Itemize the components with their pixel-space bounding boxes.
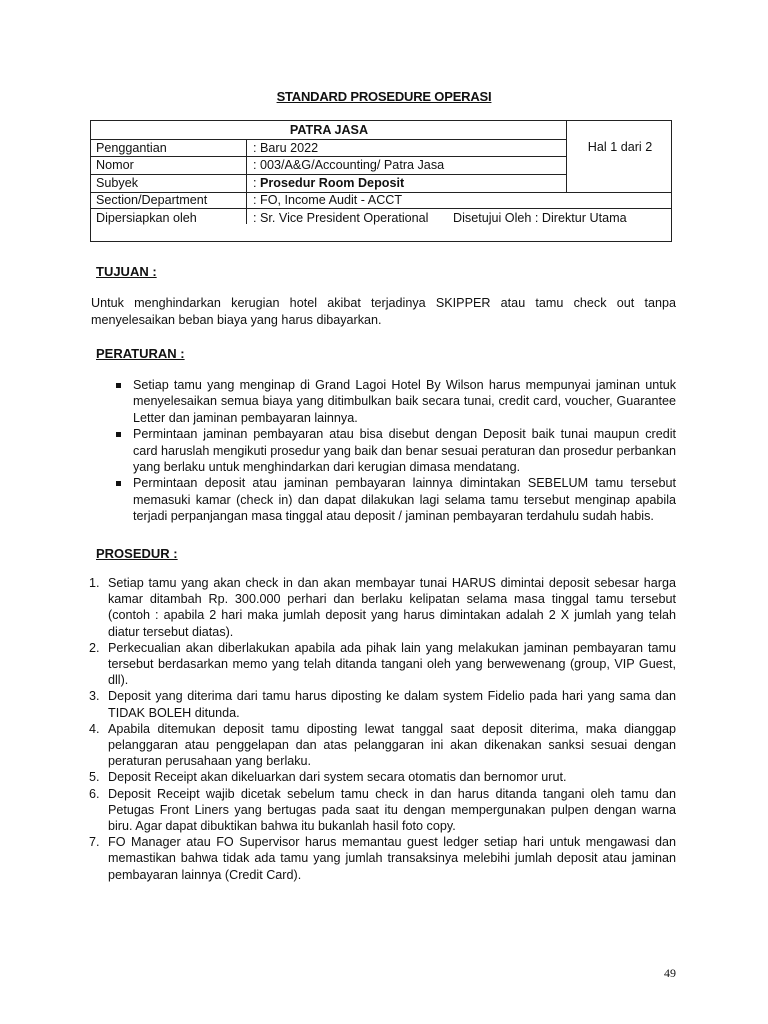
peraturan-list xyxy=(133,377,676,525)
list-item xyxy=(89,575,676,640)
row-value-dipersiapkan: : Sr. Vice President Operational xyxy=(253,211,429,225)
bullet-icon xyxy=(116,383,121,388)
list-item-text: Setiap tamu yang menginap di Grand Lagoi Hotel By Wilson harus mempunyai jaminan untuk menyelesaikan semua biaya yang ditimbulkan baik secara tunai, credit card, voucher, Guarantee Letter dan jaminan pembayaran lainnya. xyxy=(133,378,676,425)
item-number: 2. xyxy=(89,640,100,655)
row-label-nomor: Nomor xyxy=(96,158,134,172)
row-label-dipersiapkan: Dipersiapkan oleh xyxy=(96,211,197,225)
item-number: 4. xyxy=(89,721,100,736)
bullet-icon xyxy=(116,481,121,486)
page-number: 49 xyxy=(664,966,676,980)
row-value-section: : FO, Income Audit - ACCT xyxy=(253,193,403,207)
list-item-text: Permintaan deposit atau jaminan pembayaran lainnya dimintakan SEBELUM tamu tersebut memasuki kamar (check in) dan dapat dilakukan lagi selama tamu tersebut menginap apabila terjadi perpanjangan masa tinggal atau deposit / jaminan pembayaran terdahulu sudah habis. xyxy=(133,476,676,524)
row-label-penggantian: Penggantian xyxy=(96,141,167,155)
list-item-text: Permintaan jaminan pembayaran atau bisa disebut dengan Deposit baik tunai maupun credit card haruslah mengikuti prosedur yang baik dan benar sesuai peraturan dan prosedur perbankan yang berlaku untuk menghindarkan dari kerugian dimasa mendatang. xyxy=(133,427,676,475)
list-item xyxy=(89,769,676,785)
list-item-text: Deposit yang diterima dari tamu harus diposting ke dalam system Fidelio pada hari yang sama dan TIDAK BOLEH ditunda. xyxy=(108,689,676,720)
subyek-value: Prosedur Room Deposit xyxy=(260,176,405,190)
item-number: 3. xyxy=(89,689,100,704)
page-title: STANDARD PROSEDURE OPERASI xyxy=(276,89,492,104)
list-item xyxy=(89,834,676,883)
row-label-subyek: Subyek xyxy=(96,176,139,190)
row-value-subyek xyxy=(253,175,404,191)
peraturan-heading: PERATURAN : xyxy=(96,346,185,361)
list-item xyxy=(89,721,676,770)
list-item xyxy=(133,475,676,524)
list-item-text: Deposit Receipt akan dikeluarkan dari system secara otomatis dan bernomor urut. xyxy=(108,770,567,785)
page-info: Hal 1 dari 2 xyxy=(587,140,653,154)
row-value-disetujui: Disetujui Oleh : Direktur Utama xyxy=(453,211,627,225)
list-item-text: Perkecualian akan diberlakukan apabila ada pihak lain yang melakukan jaminan pembayaran tamu tersebut berdasarkan memo yang telah ditanda tangani oleh yang berwewenang (group, VIP Guest, dll). xyxy=(108,640,676,688)
company-name: PATRA JASA xyxy=(289,123,369,137)
list-item xyxy=(89,786,676,835)
prosedur-heading: PROSEDUR : xyxy=(96,546,178,561)
list-item-text: FO Manager atau FO Supervisor harus memantau guest ledger setiap hari untuk mengawasi dan memastikan bahwa tidak ada tamu yang jumlah transaksinya melebihi jumlah deposit atau jaminan pembayaran lainnya (Credit Card). xyxy=(108,835,676,882)
prosedur-list xyxy=(89,575,676,883)
list-item-text: Deposit Receipt wajib dicetak sebelum tamu check in dan harus ditanda tangani oleh tamu dan Petugas Front Liners yang bertugas pada saat itu dengan mempergunakan pulpen dengan warna biru. Agar dapat dibuktikan bahwa itu bukanlah hasil foto copy. xyxy=(108,786,676,834)
row-value-nomor: : 003/A&G/Accounting/ Patra Jasa xyxy=(253,158,445,172)
row-value-penggantian: : Baru 2022 xyxy=(253,141,319,155)
subyek-prefix: : xyxy=(253,176,260,190)
list-item xyxy=(133,377,676,426)
list-item xyxy=(89,688,676,720)
list-item xyxy=(89,640,676,689)
item-number: 6. xyxy=(89,786,100,801)
list-item xyxy=(133,426,676,475)
item-number: 5. xyxy=(89,770,100,785)
row-label-section: Section/Department xyxy=(96,193,208,207)
header-table xyxy=(90,120,672,242)
tujuan-heading: TUJUAN : xyxy=(96,264,157,279)
bullet-icon xyxy=(116,432,121,437)
list-item-text: Apabila ditemukan deposit tamu diposting lewat tanggal saat deposit diterima, maka dianggap pelanggaran atau penggelapan dan atas pelanggaran ini akan dikenakan sanksi sesuai dengan peraturan perusahaan yang berlaku. xyxy=(108,721,676,769)
item-number: 7. xyxy=(89,835,100,850)
list-item-text: Setiap tamu yang akan check in dan akan membayar tunai HARUS dimintai deposit sebesar harga kamar ditambah Rp. 300.000 perhari dan berlaku kelipatan selama masa tinggal tamu tersebut (contoh : apabila 2 hari maka jumlah deposit yang harus dimintakan adalah 2 X jumlah yang telah diatur tersebut diatas). xyxy=(108,576,676,639)
tujuan-text: Untuk menghindarkan kerugian hotel akibat terjadinya SKIPPER atau tamu check out tanpa menyelesaikan beban biaya yang harus dibayarkan. xyxy=(91,296,676,327)
item-number: 1. xyxy=(89,576,100,590)
